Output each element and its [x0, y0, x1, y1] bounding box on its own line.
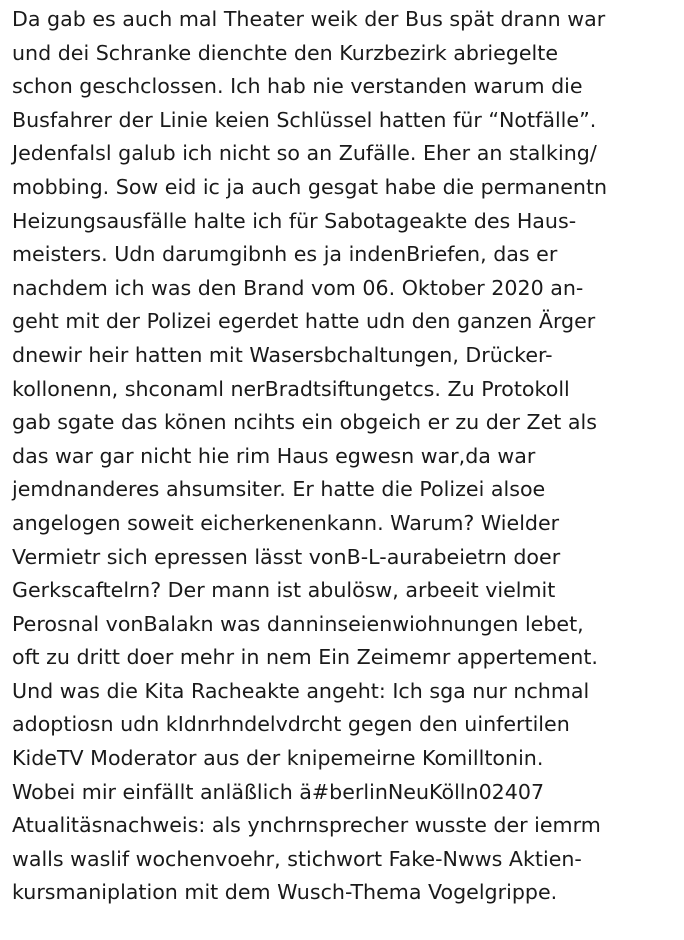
text-line: KideTV Moderator aus der knipemeirne Komilltonin. — [12, 746, 544, 771]
text-line: Perosnal vonBalakn was danninseienwiohnungen lebet, — [12, 611, 584, 636]
text-line: Und was die Kita Racheakte angeht: Ich sga nur nchmal — [12, 678, 590, 703]
text-line: walls waslif wochenvoehr, stichwort Fake-Nwws Aktien- — [12, 846, 582, 871]
text-line: jemdnanderes ahsumsiter. Er hatte die Polizei alsoe — [12, 477, 546, 502]
text-line: geht mit der Polizei egerdet hatte udn den ganzen Ärger — [12, 309, 596, 334]
text-line: Wobei mir einfällt anläßlich ä#berlinNeuKölln02407 — [12, 779, 545, 804]
text-line: meisters. Udn darumgibnh es ja indenBriefen, das er — [12, 242, 558, 267]
text-line: Atualitäsnachweis: als ynchrnsprecher wusste der iemrm — [12, 813, 601, 838]
text-line: kursmaniplation mit dem Wusch-Thema Vogelgrippe. — [12, 880, 558, 905]
text-line: gab sgate das könen ncihts ein obgeich er zu der Zet als — [12, 410, 597, 435]
text-line: schon geschclossen. Ich hab nie verstanden warum die — [12, 74, 583, 99]
text-line: oft zu dritt doer mehr in nem Ein Zeimemr appertement. — [12, 645, 598, 670]
text-line: kollonenn, shconaml nerBradtsiftungetcs. Zu Protokoll — [12, 376, 570, 401]
text-line: adoptiosn udn kIdnrhndelvdrcht gegen den uinfertilen — [12, 712, 570, 737]
text-line: und dei Schranke dienchte den Kurzbezirk abriegelte — [12, 40, 559, 65]
text-line: angelogen soweit eicherkenenkann. Warum? Wielder — [12, 510, 560, 535]
text-line: Da gab es auch mal Theater weik der Bus spät drann war — [12, 7, 606, 31]
text-line: Busfahrer der Linie keien Schlüssel hatten für “Notfälle”. — [12, 107, 597, 132]
text-line: das war gar nicht hie rim Haus egwesn war,da war — [12, 443, 536, 468]
document-page — [12, 0, 680, 940]
text-line: Vermietr sich epressen lässt vonB-L-aurabeietrn doer — [12, 544, 561, 569]
text-line: Jedenfalsl galub ich nicht so an Zufälle. Eher an stalking/ — [12, 141, 597, 166]
text-line: Gerkscaftelrn? Der mann ist abulösw, arbeeit vielmit — [12, 578, 556, 603]
document-body — [12, 0, 680, 910]
text-line: mobbing. Sow eid ic ja auch gesgat habe die permanentn — [12, 174, 608, 199]
text-line: dnewir heir hatten mit Wasersbchaltungen, Drücker- — [12, 342, 553, 367]
text-line: Heizungsausfälle halte ich für Sabotageakte des Haus- — [12, 208, 577, 233]
text-line: nachdem ich was den Brand vom 06. Oktober 2020 an- — [12, 275, 584, 300]
